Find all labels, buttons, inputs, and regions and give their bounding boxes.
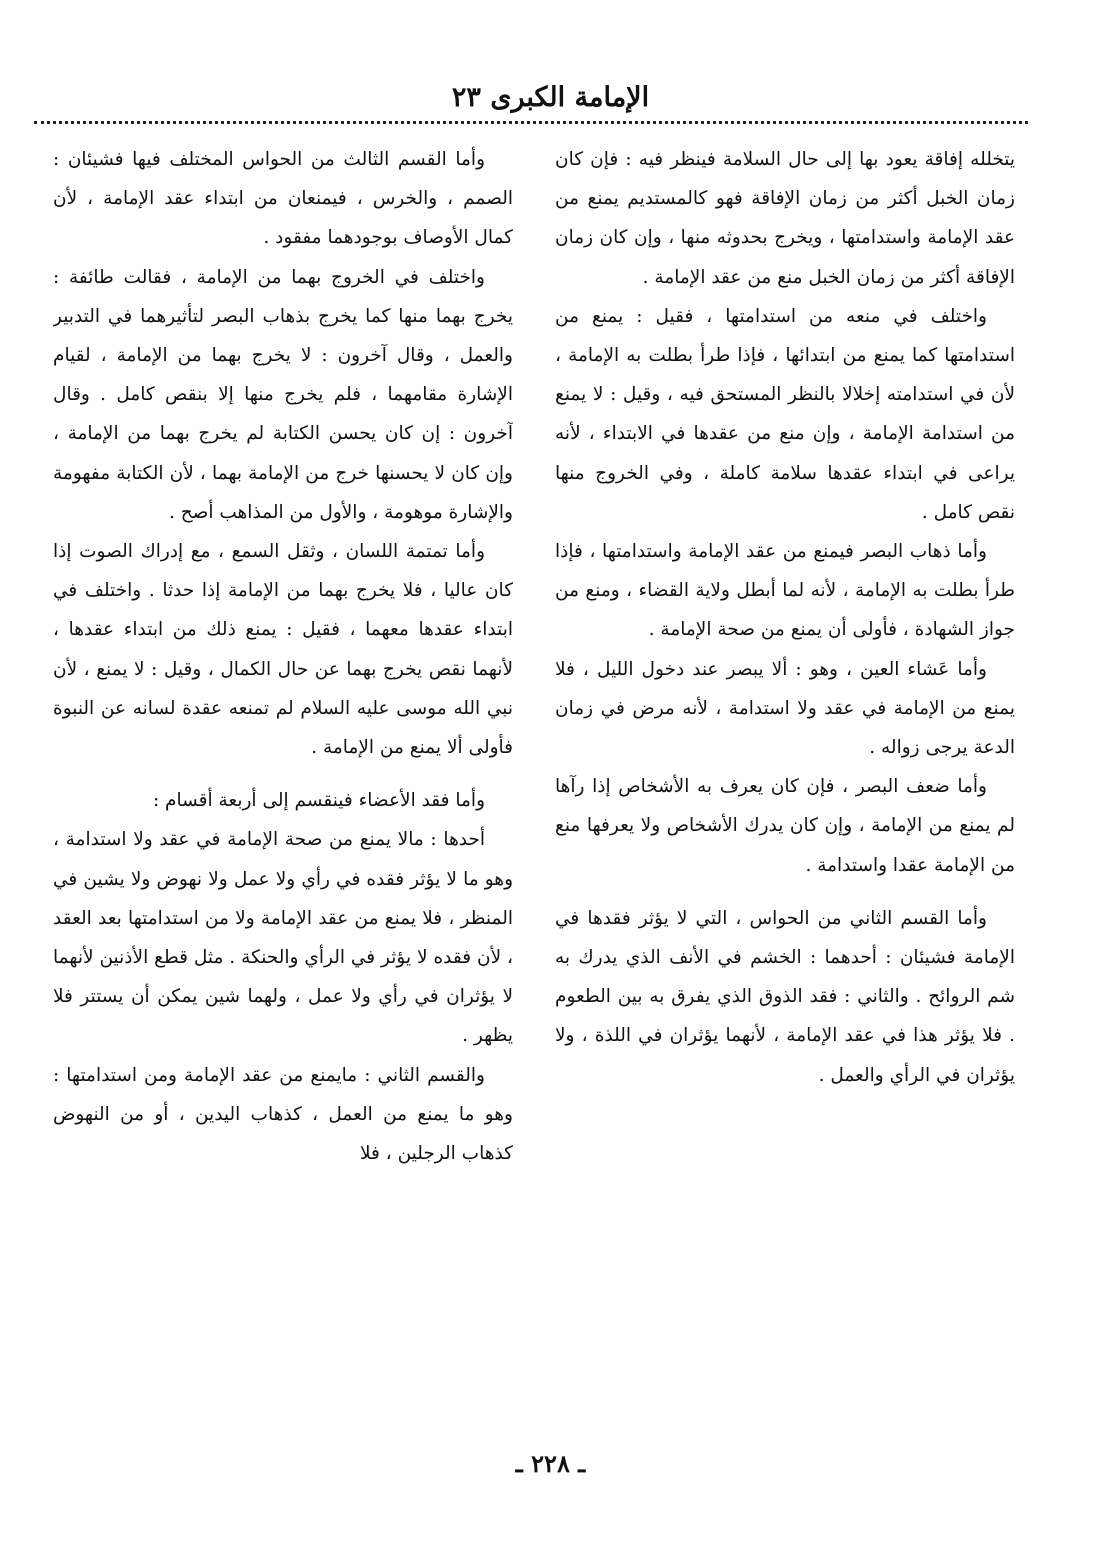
paragraph: وأما عَشاء العين ، وهو : ألا يبصر عند دخول الليل ، فلا يمنع من الإمامة في عقد ولا استدامة ، لأنه مرض في زمان الدعة يرجى زواله . bbox=[555, 658, 1015, 759]
paragraph: والقسم الثاني : مايمنع من عقد الإمامة ومن استدامتها : وهو ما يمنع من العمل ، كذهاب اليدين ، أو من النهوض كذهاب الرجلين ، فلا bbox=[53, 1064, 513, 1165]
right-text-column bbox=[555, 140, 1015, 1430]
paragraph: واختلف في منعه من استدامتها ، فقيل : يمنع من استدامتها كما يمنع من ابتدائها ، فإذا طرأ بطلت به الإمامة ، لأن في استدامته إخلالا بالنظر المستحق فيه ، وقيل : لا يمنع من استدامة الإمامة ، وإن منع من عقدها في الابتداء ، لأنه يراعى في ابتداء عقدها سلامة كاملة ، وفي الخروج منها نقص كامل . bbox=[555, 305, 1015, 523]
paragraph: واختلف في الخروج بهما من الإمامة ، فقالت طائفة : يخرج بهما منها كما يخرج بذهاب البصر لتأثيرهما في التدبير والعمل ، وقال آخرون : لا يخرج بهما من الإمامة ، لقيام الإشارة مقامهما ، فلم يخرج منها إلا بنقص كامل . وقال آخرون : إن كان يحسن الكتابة لم يخرج بهما من الإمامة ، وإن كان لا يحسنها خرج من الإمامة بهما ، لأن الكتابة مفهومة والإشارة موهومة ، والأول من المذاهب أصح . bbox=[53, 266, 513, 523]
paragraph: وأما تمتمة اللسان ، وثقل السمع ، مع إدراك الصوت إذا كان عاليا ، فلا يخرج بهما من الإمامة إذا حدثا . واختلف في ابتداء عقدها معهما ، فقيل : يمنع ذلك من ابتداء عقدها ، لأنهما نقص يخرج بهما عن حال الكمال ، وقيل : لا يمنع ، لأن نبي الله موسى عليه السلام لم تمنعه عقدة لسانه عن النبوة فأولى ألا يمنع من الإمامة . bbox=[53, 541, 513, 759]
header-dotted-rule bbox=[34, 121, 1028, 124]
paragraph: وأما القسم الثاني من الحواس ، التي لا يؤثر فقدها في الإمامة فشيئان : أحدهما : الخشم في الأنف الذي يدرك به شم الروائح . والثاني : فقد الذوق الذي يفرق به بين الطعوم . فلا يؤثر هذا في عقد الإمامة ، لأنهما يؤثران في اللذة ، ولا يؤثران في الرأي والعمل . bbox=[555, 907, 1015, 1086]
left-text-column bbox=[53, 140, 513, 1430]
paragraph: أحدها : مالا يمنع من صحة الإمامة في عقد ولا استدامة ، وهو ما لا يؤثر فقده في رأي ولا عمل ولا نهوض ولا يشين في المنظر ، فلا يمنع من عقد الإمامة ولا من استدامتها بعد العقد ، لأن فقده لا يؤثر في الرأي والحنكة . مثل قطع الأذنين لأنهما لا يؤثران في رأي ولا عمل ، ولهما شين يمكن أن يستتر فلا يظهر . bbox=[53, 829, 513, 1047]
paragraph: وأما ضعف البصر ، فإن كان يعرف به الأشخاص إذا رآها لم يمنع من الإمامة ، وإن كان يدرك الأشخاص ولا يعرفها منع من الإمامة عقدا واستدامة . bbox=[555, 776, 1015, 876]
page-number: ـ ٢٢٨ ـ bbox=[515, 1449, 586, 1478]
paragraph: يتخلله إفاقة يعود بها إلى حال السلامة فينظر فيه : فإن كان زمان الخبل أكثر من زمان الإفاقة فهو كالمستديم يمنع من عقد الإمامة واستدامتها ، ويخرج بحدوثه منها ، وإن كان زمان الإفاقة أكثر من زمان الخبل منع من عقد الإمامة . bbox=[555, 149, 1015, 288]
paragraph: وأما القسم الثالث من الحواس المختلف فيها فشيئان : الصمم ، والخرس ، فيمنعان من ابتداء عقد الإمامة ، لأن كمال الأوصاف بوجودهما مفقود . bbox=[53, 149, 513, 249]
paragraph: وأما ذهاب البصر فيمنع من عقد الإمامة واستدامتها ، فإذا طرأ بطلت به الإمامة ، لأنه لما أبطل ولاية القضاء ، ومنع من جواز الشهادة ، فأولى أن يمنع من صحة الإمامة . bbox=[555, 541, 1015, 641]
page-header-title: الإمامة الكبرى ٢٣ bbox=[451, 82, 650, 113]
paragraph: وأما فقد الأعضاء فينقسم إلى أربعة أقسام : bbox=[152, 790, 485, 812]
